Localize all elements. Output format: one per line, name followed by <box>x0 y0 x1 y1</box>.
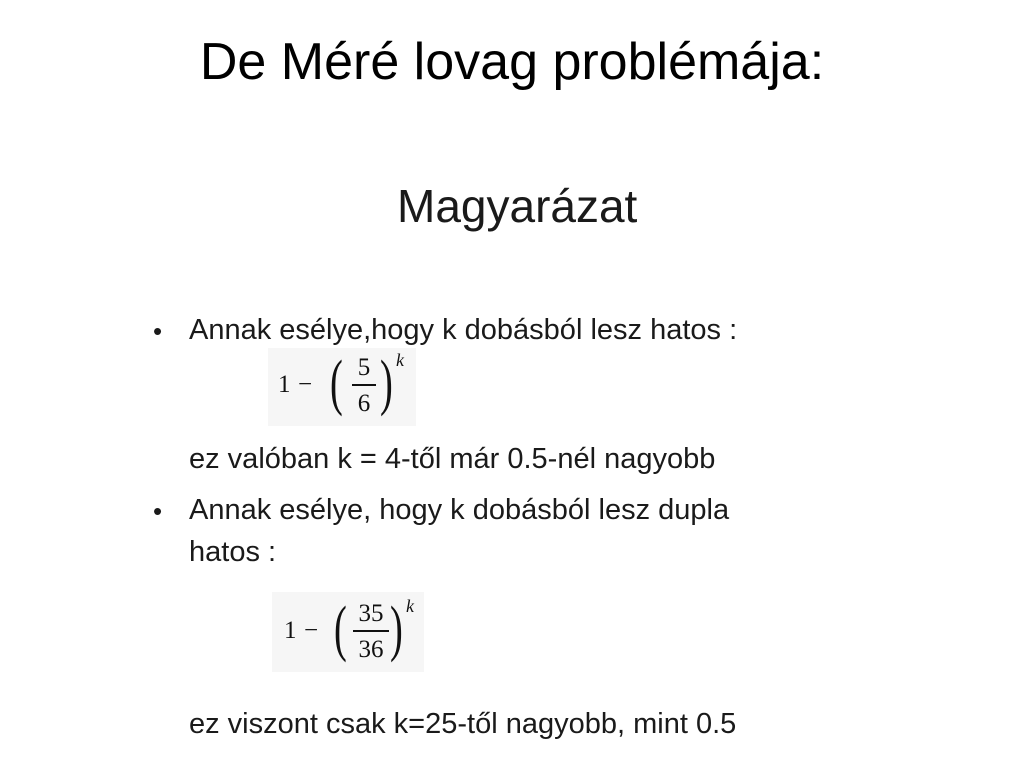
bullet-marker: • <box>153 496 163 526</box>
bullet-note: ez viszont csak k=25-től nagyobb, mint 0.5 <box>189 708 737 740</box>
formula-exponent: k <box>406 596 414 616</box>
formula-right-paren: ) <box>390 595 403 663</box>
formula-one-minus-five-sixths-power-k <box>268 348 416 426</box>
slide-subtitle: Magyarázat <box>397 180 638 232</box>
formula-one-minus-35-36ths-power-k <box>272 592 424 672</box>
formula-denominator: 36 <box>358 636 384 663</box>
bullet-marker: • <box>153 316 163 346</box>
formula-minus: − <box>298 371 313 398</box>
formula-left-paren: ( <box>330 349 343 417</box>
formula-one: 1 <box>278 371 291 398</box>
formula-denominator: 6 <box>357 390 371 417</box>
bullet-text: Annak esélye, hogy k dobásból lesz dupla <box>189 494 730 526</box>
formula-minus: − <box>304 617 319 644</box>
bullet-text-continuation: hatos : <box>189 536 277 568</box>
formula-right-paren: ) <box>380 349 393 417</box>
bullet-text: Annak esélye,hogy k dobásból lesz hatos : <box>189 314 738 346</box>
fraction-bar <box>352 384 376 386</box>
formula-exponent: k <box>396 350 404 370</box>
formula-one: 1 <box>284 617 297 644</box>
formula-numerator: 5 <box>357 354 371 381</box>
bullet-note: ez valóban k = 4-től már 0.5-nél nagyobb <box>189 443 716 475</box>
fraction-bar <box>353 630 389 632</box>
formula-numerator: 35 <box>358 600 384 627</box>
formula-left-paren: ( <box>334 595 347 663</box>
slide-title: De Méré lovag problémája: <box>199 33 825 91</box>
